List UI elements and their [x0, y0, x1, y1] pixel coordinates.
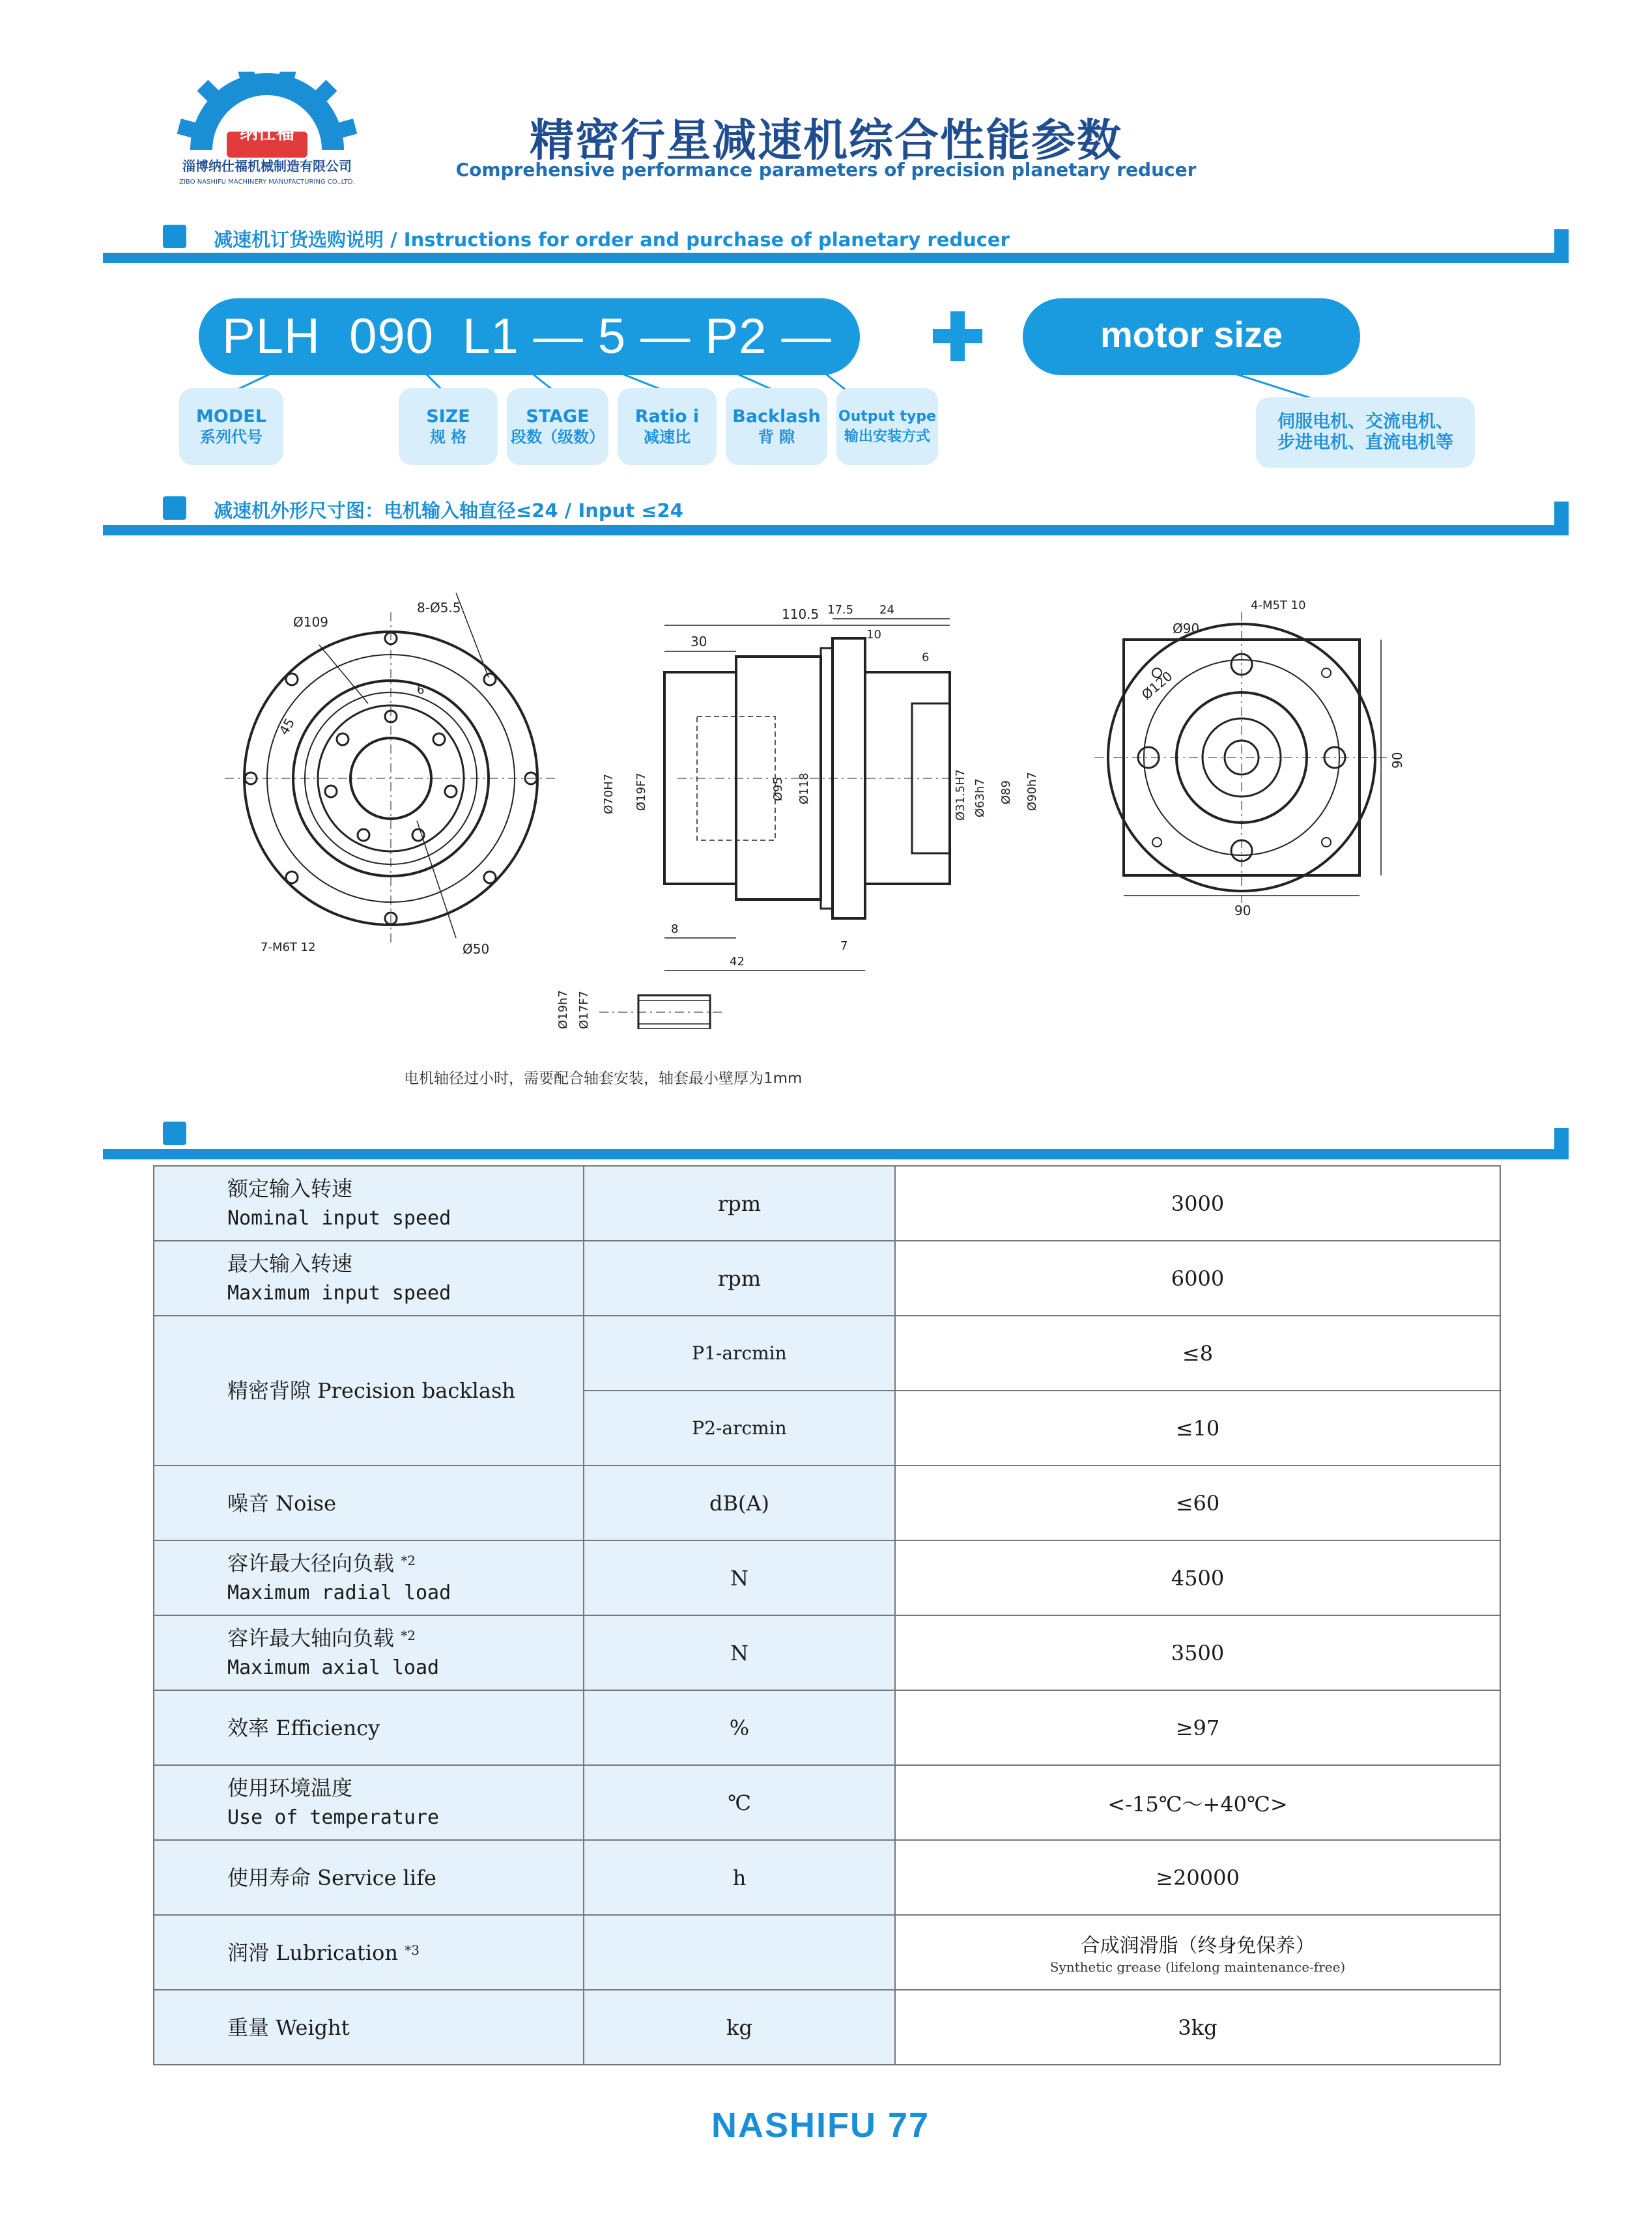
tag-stage-zh: 段数（级数） — [511, 428, 605, 446]
tag-motor-line2: 步进电机、直流电机等 — [1277, 432, 1453, 453]
rear-view — [1094, 612, 1389, 903]
spec-table — [153, 1165, 1501, 2065]
dim-bushing-d19: Ø19h7 — [556, 990, 570, 1029]
table-row — [154, 1915, 1500, 1990]
row-value: ≥20000 — [895, 1840, 1500, 1915]
row-value: 3500 — [895, 1615, 1500, 1690]
section-divider — [103, 525, 1569, 535]
plus-icon — [933, 311, 982, 361]
row-label: 使用环境温度 Use of temperature — [154, 1765, 584, 1840]
tag-model — [179, 388, 283, 465]
page-subtitle: Comprehensive performance parameters of precision planetary reducer — [455, 159, 1197, 180]
page-footer: NASHIFU 77 — [711, 2106, 930, 2145]
table-row — [154, 1690, 1500, 1765]
row-value-p2: ≤10 — [895, 1391, 1500, 1466]
row-unit: h — [584, 1840, 895, 1915]
row-label: 精密背隙 Precision backlash — [154, 1316, 584, 1466]
tag-output-type — [836, 388, 938, 465]
dim-front-holes: 8-Ø5.5 — [417, 600, 461, 616]
dim-side-d118: Ø118 — [797, 772, 811, 804]
bushing-view — [599, 995, 723, 1029]
dim-front-angle: 45 — [276, 715, 298, 738]
dim-side-d95: Ø95 — [771, 776, 785, 801]
front-view — [225, 593, 557, 944]
tag-motor-line1: 伺服电机、交流电机、 — [1277, 412, 1453, 432]
row-value: 3kg — [895, 1990, 1500, 2065]
row-unit: N — [584, 1615, 895, 1690]
tag-size-zh: 规 格 — [429, 428, 467, 446]
row-label: 最大输入转速 Maximum input speed — [154, 1241, 584, 1316]
page-title: 精密行星减速机综合性能参数 — [529, 115, 1122, 167]
dim-side-10: 10 — [866, 628, 881, 642]
tag-ratio — [618, 388, 717, 465]
section-divider-hook — [1554, 502, 1569, 535]
section-marker — [163, 1122, 186, 1145]
dim-rear-w: 90 — [1234, 903, 1251, 918]
row-unit: rpm — [584, 1166, 895, 1241]
dim-side-d89: Ø89 — [999, 780, 1013, 804]
row-unit-p1: P1-arcmin — [584, 1316, 895, 1391]
row-unit: rpm — [584, 1241, 895, 1316]
row-value: 3000 — [895, 1166, 1500, 1241]
dim-side-total: 110.5 — [782, 606, 819, 622]
table-row — [154, 1241, 1500, 1316]
row-label: 容许最大径向负载 $^{*2}$ Maximum radial load — [154, 1540, 584, 1615]
row-unit-p2: P2-arcmin — [584, 1391, 895, 1466]
tag-backlash — [726, 388, 827, 465]
tag-backlash-zh: 背 隙 — [758, 428, 795, 446]
dim-front-six: 6 — [417, 683, 425, 697]
section-marker — [163, 496, 186, 520]
tag-model-zh: 系列代号 — [200, 428, 263, 446]
row-unit: dB(A) — [584, 1466, 895, 1540]
row-value: ≥97 — [895, 1690, 1500, 1765]
dim-side-d63: Ø63h7 — [973, 778, 987, 817]
dim-rear-d120: Ø120 — [1138, 668, 1176, 703]
section-marker — [163, 225, 186, 248]
row-value: 合成润滑脂（终身免保养） Synthetic grease (lifelong maintenance-free) — [895, 1915, 1500, 1990]
dim-side-6: 6 — [922, 651, 930, 664]
section-divider-hook — [1554, 1128, 1569, 1159]
row-unit: ℃ — [584, 1765, 895, 1840]
row-label: 使用寿命 Service life — [154, 1840, 584, 1915]
row-value: 4500 — [895, 1540, 1500, 1615]
dim-front-inner: Ø50 — [463, 941, 490, 957]
dim-side-175: 17.5 — [827, 603, 854, 617]
table-row — [154, 1540, 1500, 1615]
dim-rear-thread: 4-M5T 10 — [1251, 599, 1306, 612]
logo-badge: 纳仕福 — [239, 122, 295, 143]
tag-size — [399, 388, 498, 465]
dim-side-d90: Ø90h7 — [1025, 772, 1039, 811]
row-label: 额定输入转速 Nominal input speed — [154, 1166, 584, 1241]
side-view — [664, 619, 964, 970]
table-row — [154, 1166, 1500, 1241]
dim-side-d315: Ø31.5H7 — [954, 769, 967, 821]
row-unit: N — [584, 1540, 895, 1615]
table-row — [154, 1466, 1500, 1540]
dim-front-thread: 7-M6T 12 — [261, 941, 316, 954]
tag-model-en: MODEL — [196, 406, 266, 427]
row-label: 噪音 Noise — [154, 1466, 584, 1540]
table-row — [154, 1840, 1500, 1915]
table-row — [154, 1615, 1500, 1690]
row-label: 容许最大轴向负载 $^{*2}$ Maximum axial load — [154, 1615, 584, 1690]
row-value-p1: ≤8 — [895, 1316, 1500, 1391]
dim-rear-d90: Ø90 — [1173, 621, 1200, 636]
tag-output-zh: 输出安装方式 — [844, 429, 930, 445]
dim-side-7: 7 — [840, 939, 848, 953]
section-divider — [103, 253, 1569, 263]
tag-output-en: Output type — [838, 408, 936, 425]
section-drawing-label: 减速机外形尺寸图：电机输入轴直径≤24 / Input ≤24 — [214, 500, 683, 522]
dim-side-30: 30 — [691, 634, 707, 649]
section-divider — [103, 1149, 1569, 1159]
row-unit — [584, 1915, 895, 1990]
dim-front-outer: Ø109 — [293, 614, 328, 630]
dim-side-d70: Ø70H7 — [602, 773, 616, 814]
order-code: PLH 090 L1 — 5 — P2 — S2 — [199, 298, 860, 375]
dim-side-8: 8 — [671, 922, 679, 936]
row-unit: % — [584, 1690, 895, 1765]
motor-size-pill: motor size — [1023, 298, 1360, 375]
dim-bushing-d17: Ø17F7 — [577, 991, 591, 1029]
tag-backlash-en: Backlash — [732, 406, 821, 427]
row-value: 6000 — [895, 1241, 1500, 1316]
logo-company-name: 淄博纳仕福机械制造有限公司 — [182, 158, 352, 174]
section-order-label: 减速机订货选购说明 / Instructions for order and purchase of planetary reducer — [214, 229, 1010, 251]
row-label: 润滑 Lubrication $^{*3}$ — [154, 1915, 584, 1990]
dim-side-d19: Ø19F7 — [634, 772, 648, 811]
dimension-drawing — [221, 573, 1446, 1029]
drawing-note: 电机轴径过小时，需要配合轴套安装，轴套最小壁厚为1mm — [404, 1070, 803, 1087]
table-row — [154, 1765, 1500, 1840]
table-row — [154, 1316, 1500, 1391]
tag-ratio-en: Ratio i — [634, 406, 700, 427]
row-unit: kg — [584, 1990, 895, 2065]
tag-stage — [507, 388, 608, 465]
dim-side-42: 42 — [730, 955, 745, 969]
row-label: 重量 Weight — [154, 1990, 584, 2065]
tag-motor-types — [1256, 397, 1475, 468]
logo-company-en: ZIBO NASHIFU MACHINERY MANUFACTURING CO.,LTD. — [179, 178, 355, 186]
row-value: <-15℃～+40℃> — [895, 1765, 1500, 1840]
row-value: ≤60 — [895, 1466, 1500, 1540]
dim-side-24: 24 — [879, 603, 894, 617]
table-row — [154, 1990, 1500, 2065]
section-divider-hook — [1554, 229, 1569, 263]
tag-ratio-zh: 减速比 — [644, 428, 691, 446]
dim-rear-h: 90 — [1389, 752, 1405, 769]
tag-size-en: SIZE — [426, 406, 470, 427]
tag-stage-en: STAGE — [526, 406, 590, 427]
row-label: 效率 Efficiency — [154, 1690, 584, 1765]
